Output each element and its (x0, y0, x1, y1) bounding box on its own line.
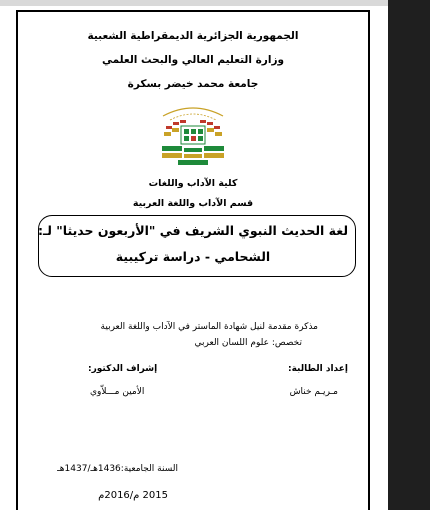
window-top-strip (0, 0, 430, 6)
ministry-heading: وزارة التعليم العالي والبحث العلمي (101, 54, 285, 66)
specialty-text: تخصص: علوم اللسان العربي (194, 338, 302, 348)
faculty-heading: كلية الآداب واللغات (148, 178, 238, 189)
department-heading: قسم الآداب واللغة العربية (132, 198, 254, 209)
university-heading: جامعة محمد خيضر بسكرة (127, 78, 259, 90)
supervisor-label: إشراف الدكتور: (88, 364, 158, 374)
student-name: مـريـم خناش (289, 387, 338, 397)
university-seal-icon (148, 102, 238, 172)
supervisor-name: الأمين مـــلاّوي (90, 387, 145, 397)
republic-heading: الجمهورية الجزائرية الديمقراطية الشعبية (87, 30, 299, 42)
academic-year: السنة الجامعية:1436هـ/1437هـ (57, 464, 178, 474)
degree-description: مذكرة مقدمة لنيل شهادة الماستر في الآداب واللغة العربية (100, 322, 318, 332)
thesis-title-line-2: الشحامي - دراسة تركيبية (115, 249, 271, 264)
viewer-background (388, 0, 430, 510)
thesis-title-line-1: لغة الحديث النبوي الشريف في "الأربعون حديثا" لـ: (37, 223, 349, 238)
student-label: إعداد الطالبة: (288, 364, 348, 374)
gregorian-year: 2015 م/2016م (98, 490, 168, 501)
document-page (16, 10, 370, 510)
